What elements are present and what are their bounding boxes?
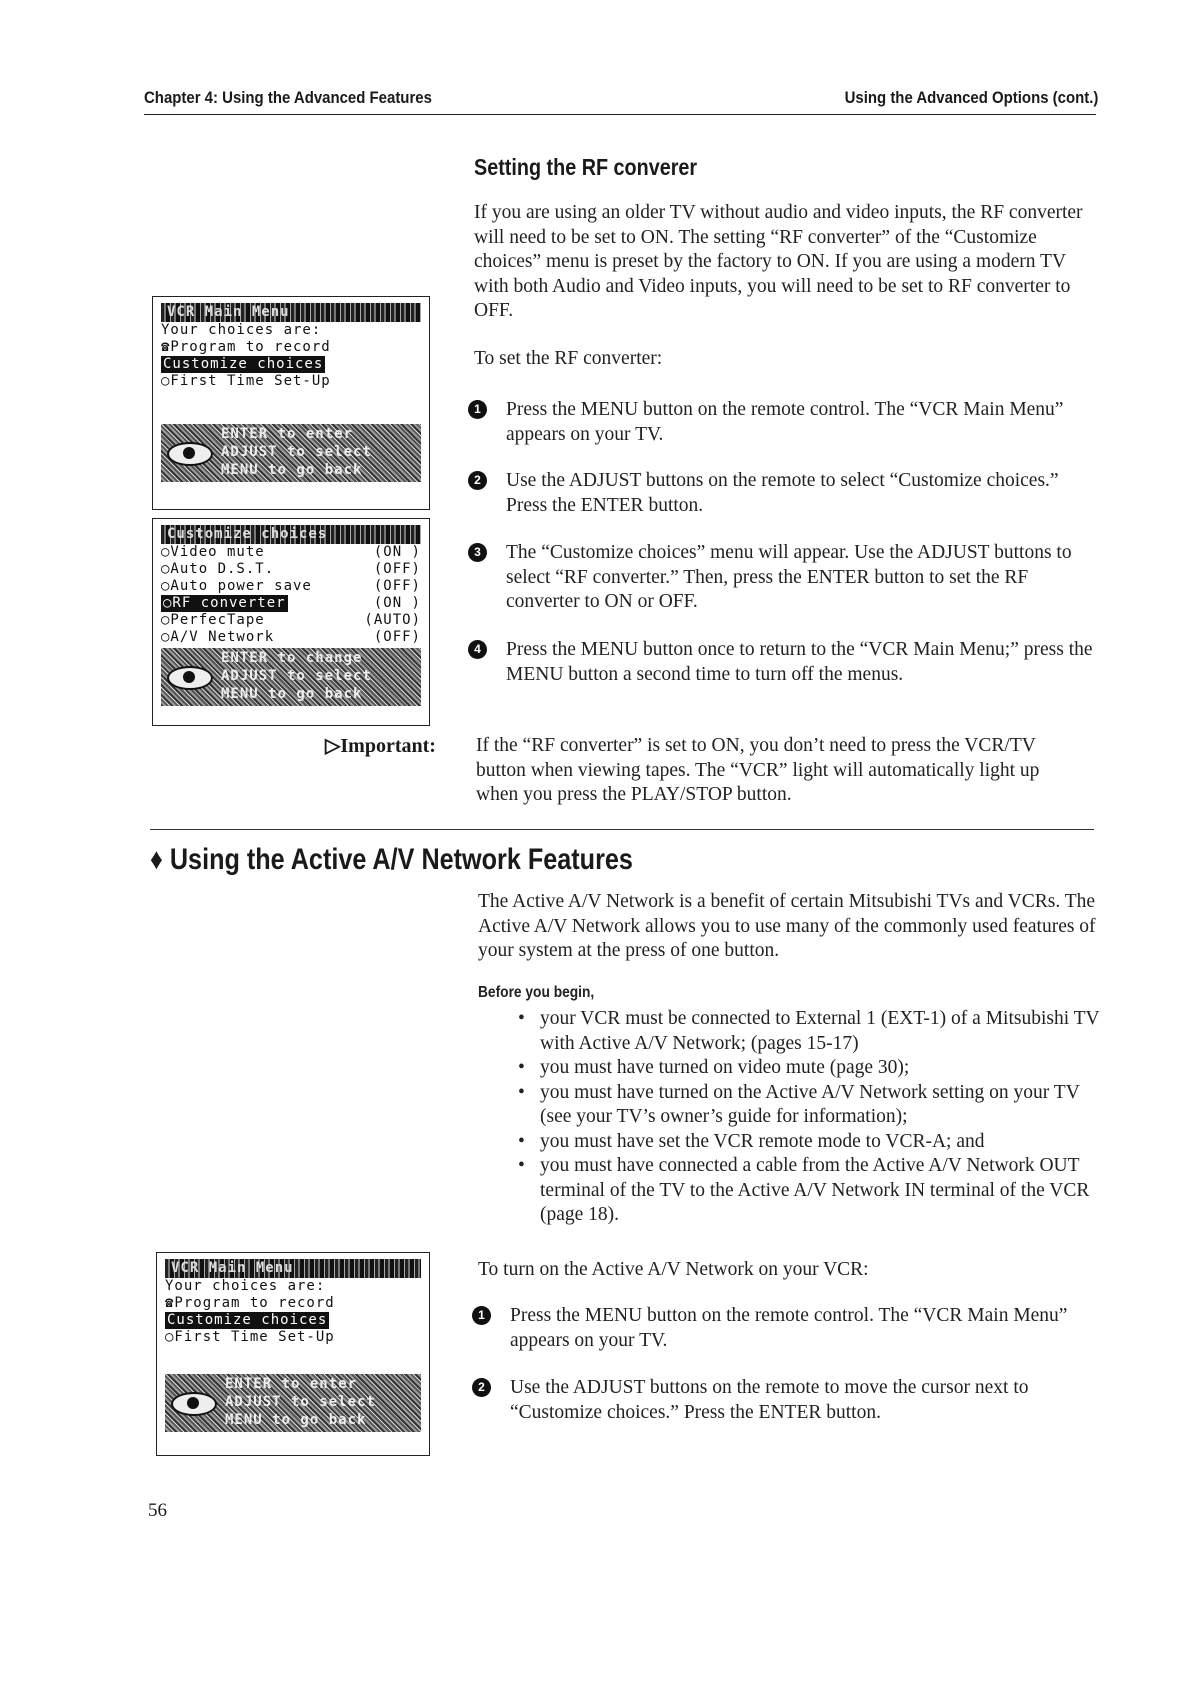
eye-icon [171, 1392, 217, 1416]
step-number-icon: 1 [468, 400, 487, 419]
av-intro: The Active A/V Network is a benefit of certain Mitsubishi TVs and VCRs. The Active A/V Network allows you to use many of the commonly used features of your system at the press of one button. [478, 891, 1096, 961]
list-item: • you must have connected a cable from the Active A/V Network OUT terminal of the TV to the Active A/V Network IN terminal of the VCR (page 18). [514, 1154, 1104, 1228]
list-item: • you must have turned on the Active A/V Network setting on your TV (see your TV’s owner’s guide for information); [514, 1081, 1104, 1130]
eye-icon [167, 442, 213, 466]
osd-hint: MENU to go back [225, 1412, 367, 1428]
av-steps [472, 1304, 1104, 1454]
step-text: Use the ADJUST buttons on the remote to move the cursor next to “Customize choices.” Press the ENTER button. [510, 1377, 1029, 1423]
osd-line: ☎Program to record [161, 339, 331, 355]
section-divider [150, 829, 1094, 830]
page-number: 56 [148, 1500, 167, 1521]
osd-vcr-main-menu-2 [156, 1252, 430, 1456]
section-header: Using the Advanced Options (cont.) [844, 88, 1098, 107]
osd-row: ○Auto D.S.T. (OFF) [161, 561, 421, 577]
rf-lead: To set the RF converter: [474, 347, 663, 369]
eye-icon [167, 666, 213, 690]
osd-row: ○A/V Network (OFF) [161, 629, 421, 645]
osd-hint: ENTER to change [221, 650, 363, 666]
av-step-1 [472, 1304, 1104, 1353]
osd-line: ○First Time Set-Up [165, 1329, 335, 1345]
osd-title: VCR Main Menu [167, 304, 290, 320]
osd-title: Customize choices [167, 526, 328, 542]
av-step-2 [472, 1376, 1104, 1425]
osd-hint-panel [165, 1374, 421, 1432]
osd-vcr-main-menu [152, 296, 430, 510]
step-text: Press the MENU button once to return to the “VCR Main Menu;” press the MENU button a second time to turn off the menus. [506, 639, 1093, 685]
osd-line: Your choices are: [165, 1278, 326, 1294]
rf-intro: If you are using an older TV without audio and video inputs, the RF converter will need to be set to ON. The setting “RF converter” of the “Customize choices” menu is preset by the factory to ON. If you are using a modern TV with both Audio and Video inputs, you will need to be set to RF converter to OFF. [474, 202, 1083, 321]
av-lead: To turn on the Active A/V Network on your VCR: [478, 1259, 869, 1280]
osd-title-bar [161, 525, 421, 544]
before-you-begin-heading: Before you begin, [478, 983, 595, 1001]
osd-line: Your choices are: [161, 322, 322, 338]
step-text: Press the MENU button on the remote control. The “VCR Main Menu” appears on your TV. [506, 399, 1064, 445]
osd-highlight: Customize choices [163, 356, 324, 372]
osd-hint: ADJUST to select [221, 668, 372, 684]
osd-row: ○Auto power save (OFF) [161, 578, 421, 594]
osd-hint-panel [161, 648, 421, 706]
osd-row: ○Video mute (ON ) [161, 544, 421, 560]
av-section-body [478, 890, 1104, 1228]
list-item: • you must have set the VCR remote mode to VCR-A; and [514, 1130, 1104, 1155]
important-text: If the “RF converter” is set to ON, you don’t need to press the VCR/TV button when viewing tapes. The “VCR” light will automatically light up when you press the PLAY/STOP button. [476, 735, 1040, 805]
osd-hint: ENTER to enter [221, 426, 354, 442]
step-number-icon: 1 [472, 1306, 491, 1325]
step-number-icon: 2 [468, 471, 487, 490]
osd-hint: MENU to go back [221, 686, 363, 702]
rf-step-2 [468, 469, 1104, 518]
osd-hint: ENTER to enter [225, 1376, 358, 1392]
osd-title-bar [161, 303, 421, 322]
chapter-header: Chapter 4: Using the Advanced Features [144, 88, 432, 107]
osd-hint-panel [161, 424, 421, 482]
list-item: • you must have turned on video mute (page 30); [514, 1056, 1104, 1081]
osd-customize-choices [152, 518, 430, 726]
step-text: Use the ADJUST buttons on the remote to select “Customize choices.” Press the ENTER button. [506, 470, 1059, 516]
osd-title: VCR Main Menu [171, 1260, 294, 1276]
osd-hint: ADJUST to select [225, 1394, 376, 1410]
rf-step-4 [468, 638, 1104, 687]
list-item: • your VCR must be connected to External 1 (EXT-1) of a Mitsubishi TV with Active A/V Network; (pages 15-17) [514, 1007, 1104, 1056]
header-rule [144, 114, 1096, 115]
important-label: ▷Important: [325, 735, 436, 757]
osd-row: ○PerfecTape (AUTO) [161, 612, 421, 628]
av-section-title: ♦ Using the Active A/V Network Features [150, 843, 633, 876]
osd-title-bar [165, 1259, 421, 1278]
step-text: The “Customize choices” menu will appear. Use the ADJUST buttons to select “RF converter.” Then, press the ENTER button to set the RF converter to ON or OFF. [506, 542, 1072, 612]
step-number-icon: 4 [468, 640, 487, 659]
rf-section-body [474, 201, 1102, 371]
osd-highlight: Customize choices [167, 1312, 328, 1328]
rf-step-1 [468, 398, 1104, 447]
rf-step-3 [468, 541, 1104, 615]
rf-steps [468, 398, 1104, 718]
step-number-icon: 3 [468, 543, 487, 562]
step-number-icon: 2 [472, 1378, 491, 1397]
osd-row-highlight: ○RF converter (ON ) [163, 595, 421, 611]
rf-section-title: Setting the RF converer [474, 154, 698, 180]
osd-line: ○First Time Set-Up [161, 373, 331, 389]
osd-hint: ADJUST to select [221, 444, 372, 460]
osd-hint: MENU to go back [221, 462, 363, 478]
requirements-list [514, 1007, 1104, 1228]
step-text: Press the MENU button on the remote control. The “VCR Main Menu” appears on your TV. [510, 1305, 1068, 1351]
osd-line: ☎Program to record [165, 1295, 335, 1311]
